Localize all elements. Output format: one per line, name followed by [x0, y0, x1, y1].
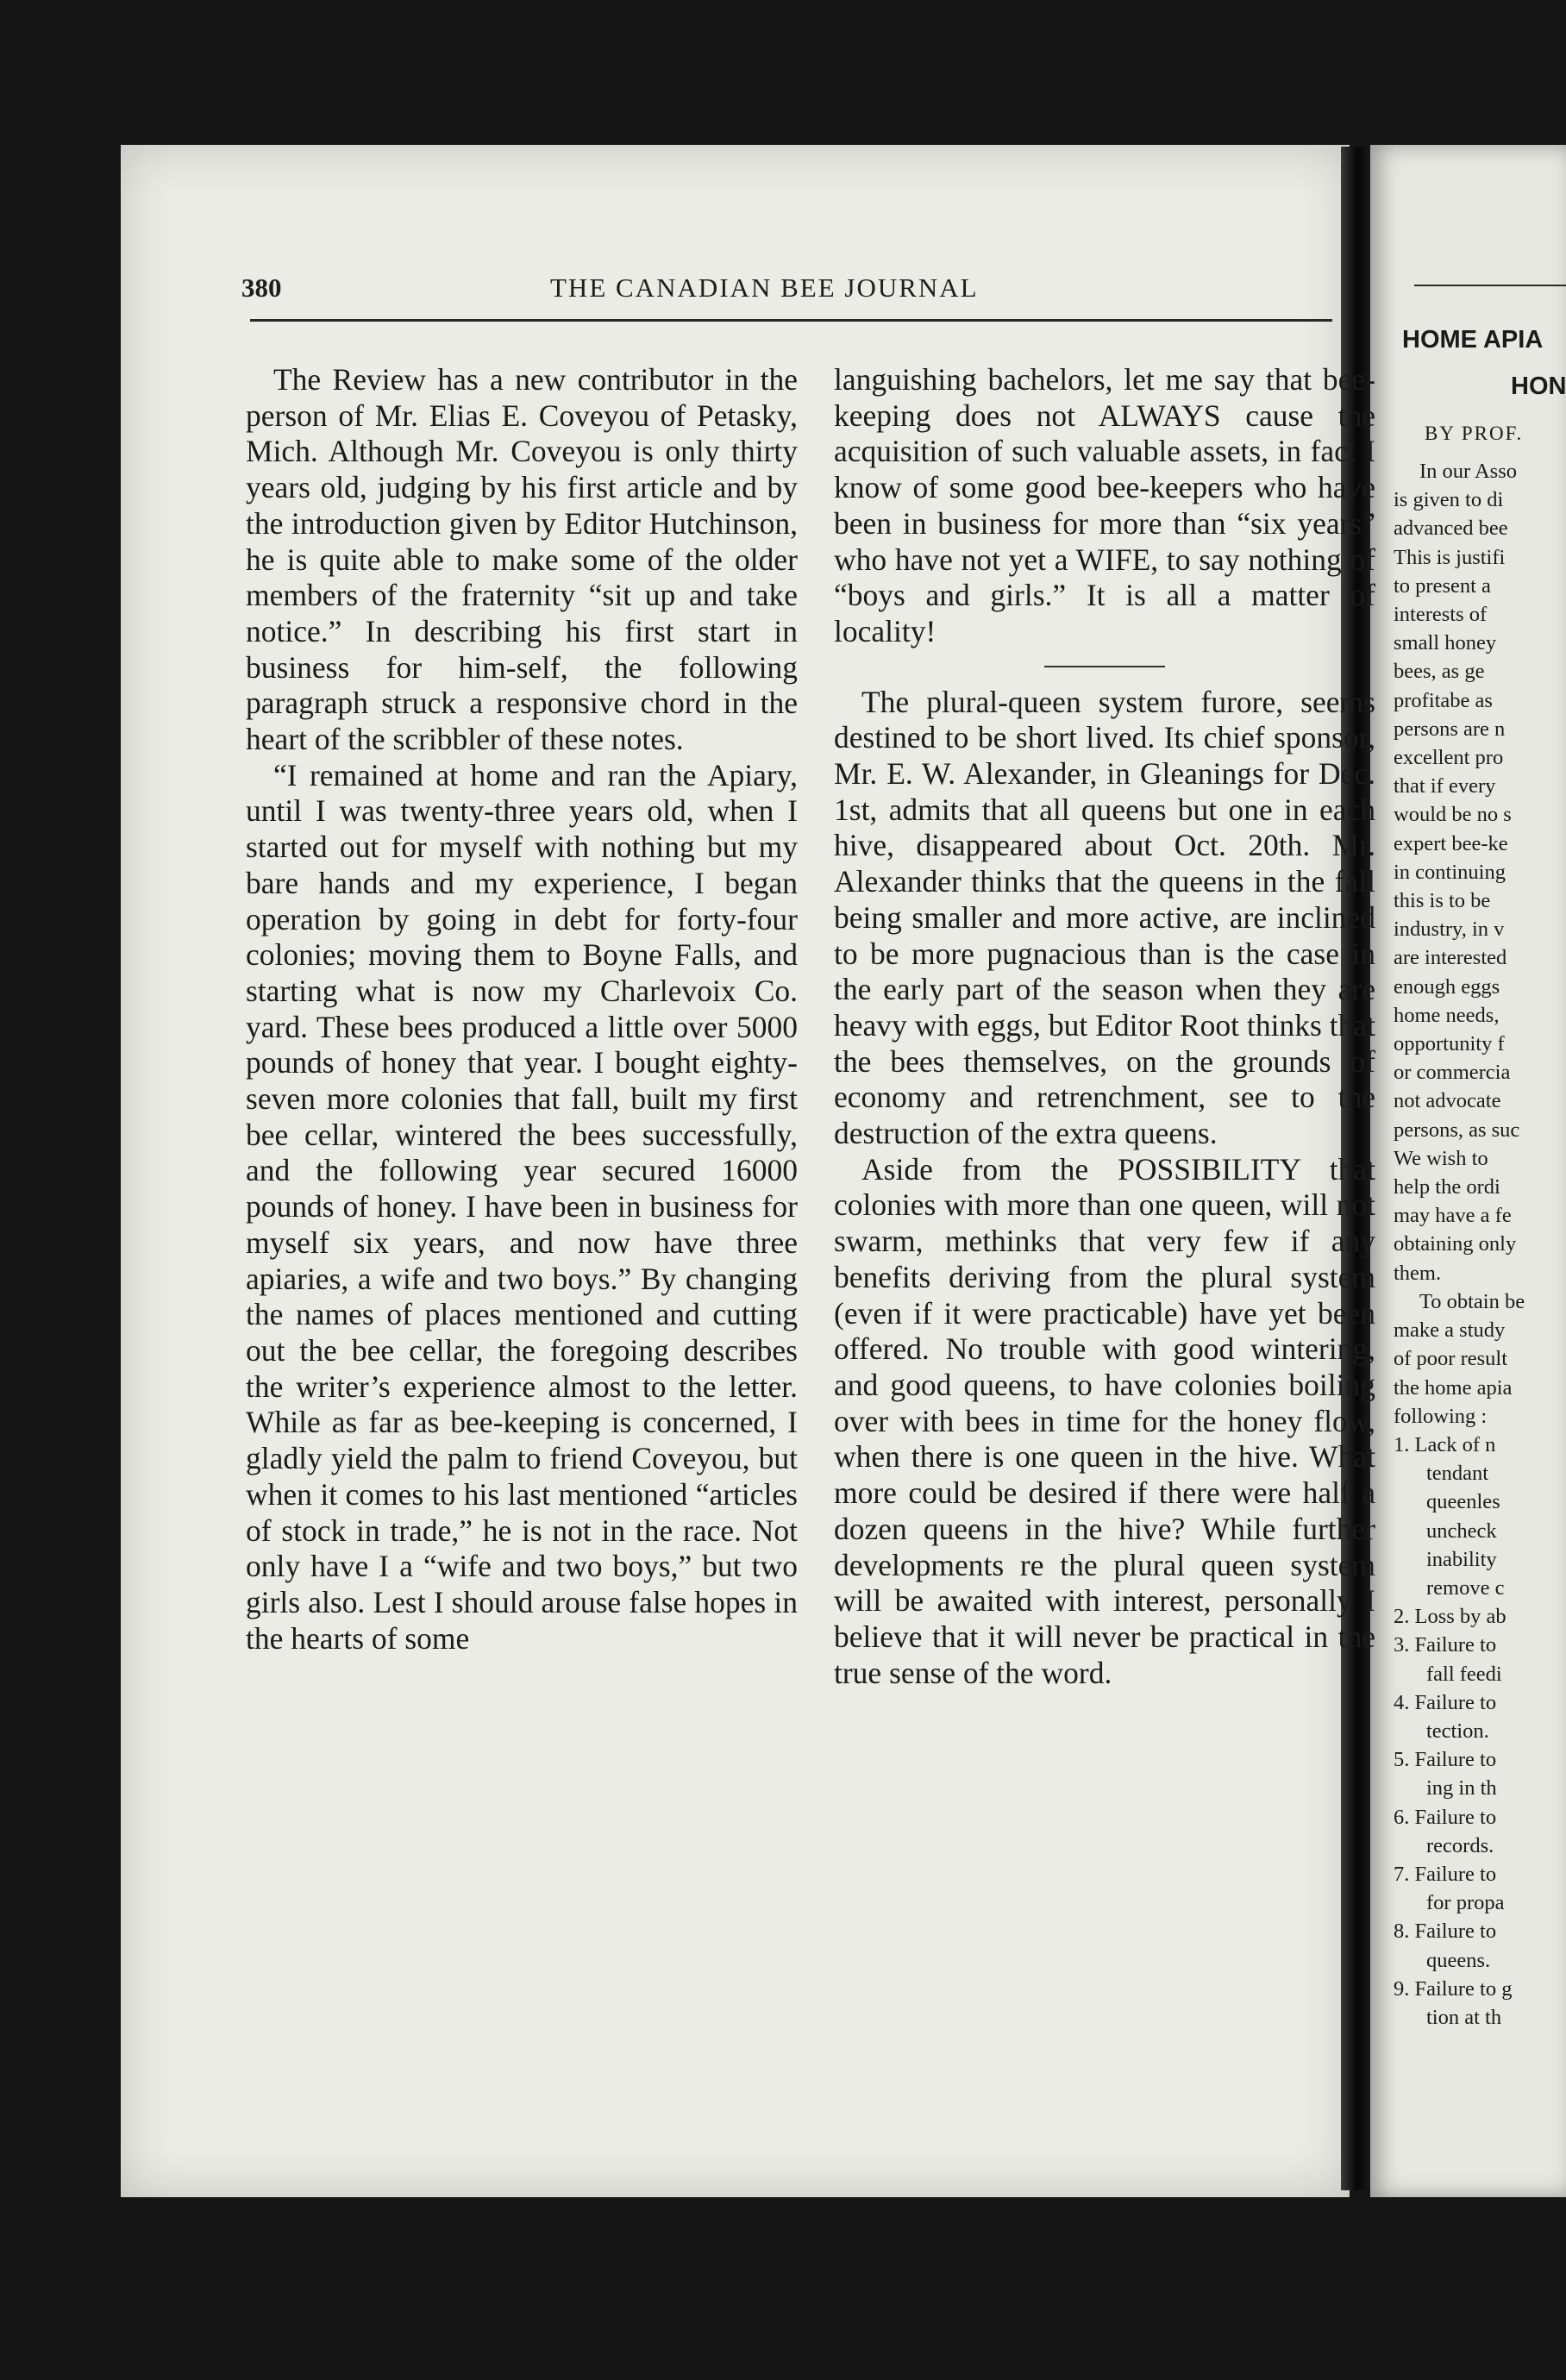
list-item-line: for propa: [1426, 1891, 1505, 1915]
list-item-line: [1394, 1745, 1525, 1774]
list-item-line: [1394, 1917, 1525, 1945]
fragment-line: make a study: [1394, 1318, 1506, 1343]
paragraph: The plural-queen system furore, seems destined to be short lived. Its chief sponsor, Mr. E. W. Alexander, in Gleanings for Dec. 1st, admits that all queens but one in each hive, disappeared about Oct. 20th. Mr. Alexander thinks that the queens in the fall being smaller and more active, are inclined to be more pugnacious than is the case in the early part of the season when they are heavy with eggs, but Editor Root thinks that the bees themselves, on the grounds of economy and retrenchment, see to the destruction of the extra queens.: [834, 684, 1375, 1151]
fragment-line: that if every: [1394, 774, 1496, 799]
page-number: 380: [241, 272, 282, 303]
list-text: Failure to: [1414, 1748, 1497, 1772]
next-page-subtitle: HON: [1511, 373, 1566, 400]
list-number: 5.: [1394, 1748, 1415, 1772]
fragment-line: expert bee-ke: [1394, 831, 1508, 855]
list-item-line: records.: [1426, 1833, 1494, 1857]
fragment-line: help the ordi: [1394, 1175, 1500, 1199]
fragment-line: home needs,: [1394, 1003, 1500, 1027]
next-page-header-rule: [1414, 285, 1566, 286]
list-text: Lack of n: [1414, 1432, 1496, 1456]
fragment-line: in continuing: [1394, 860, 1506, 884]
list-item-line: tion at th: [1426, 2005, 1502, 2029]
page-header: [233, 272, 1345, 307]
fragment-line: We wish to: [1394, 1146, 1488, 1170]
list-item-line: ing in th: [1426, 1776, 1497, 1801]
list-text: Failure to: [1414, 1633, 1497, 1657]
list-item-line: uncheck: [1426, 1519, 1497, 1543]
list-item-line: [1394, 1631, 1525, 1659]
list-number: 7.: [1394, 1862, 1415, 1886]
list-item-line: [1394, 1975, 1525, 2003]
list-number: 4.: [1394, 1690, 1415, 1714]
fragment-line: may have a fe: [1394, 1204, 1512, 1228]
list-item-line: [1394, 1602, 1525, 1631]
list-item-line: inability: [1426, 1547, 1497, 1571]
fragment-line: This is justifi: [1394, 545, 1506, 569]
journal-title: THE CANADIAN BEE JOURNAL: [550, 272, 979, 303]
right-column: [834, 362, 1375, 1691]
next-page-body: [1394, 457, 1525, 2032]
list-item-line: [1394, 1803, 1525, 1832]
list-item-line: queens.: [1426, 1948, 1491, 1972]
next-page-byline: BY PROF.: [1425, 423, 1524, 444]
list-item-line: remove c: [1426, 1575, 1505, 1600]
fragment-line: To obtain be: [1419, 1289, 1525, 1313]
fragment-line: the home apia: [1394, 1375, 1513, 1400]
fragment-line: excellent pro: [1394, 746, 1504, 770]
list-number: 1.: [1394, 1432, 1415, 1456]
next-page-title: HOME APIA: [1402, 326, 1544, 354]
fragment-line: small honey: [1394, 631, 1497, 655]
list-number: 2.: [1394, 1605, 1415, 1629]
list-item-line: [1394, 1688, 1525, 1717]
fragment-line: them.: [1394, 1261, 1442, 1285]
list-number: 3.: [1394, 1633, 1415, 1657]
list-text: Failure to g: [1414, 1976, 1513, 2001]
list-text: Failure to: [1414, 1690, 1497, 1714]
fragment-line: opportunity f: [1394, 1032, 1505, 1056]
list-text: Failure to: [1414, 1862, 1497, 1886]
list-item-line: [1394, 1431, 1525, 1459]
fragment-line: of poor result: [1394, 1347, 1507, 1371]
list-text: Loss by ab: [1414, 1605, 1506, 1629]
header-rule: [250, 319, 1332, 322]
list-item-line: queenles: [1426, 1490, 1500, 1514]
fragment-line: following :: [1394, 1404, 1488, 1428]
fragment-line: In our Asso: [1419, 460, 1517, 483]
list-text: Failure to: [1414, 1920, 1497, 1944]
fragment-line: not advocate: [1394, 1089, 1501, 1113]
paragraph: Aside from the POSSIBILITY that colonies with more than one queen, will not swarm, methinks that very few if any benefits deriving from the plural system (even if it were practicable) have yet been offered. No trouble with good wintering, and good queens, to have colonies boiling over with bees in time for the honey flow, when there is one queen in the hive. What more could be desired if there were half a dozen queens in the hive? While further developments re the plural queen system will be awaited with interest, personally I believe that it will never be practical in the true sense of the word.: [834, 1151, 1375, 1690]
fragment-line: profitabe as: [1394, 688, 1493, 712]
fragment-line: persons, as suc: [1394, 1118, 1520, 1142]
paragraph: “I remained at home and ran the Apiary, until I was twenty-three years old, when I started out for myself with nothing but my bare hands and my experience, I began operation by going in debt for forty-four colonies; moving them to Boyne Falls, and starting what is now my Charlevoix Co. yard. These bees produced a little over 5000 pounds of honey that year. I bought eighty-seven more colonies that fall, built my first bee cellar, wintered the bees successfully, and the following year secured 16000 pounds of honey. I have been in business for myself six years, and now have three apiaries, a wife and two boys.” By changing the names of places mentioned and cutting out the bee cellar, the foregoing describes the writer’s experience almost to the letter. While as far as bee-keeping is concerned, I gladly yield the palm to friend Coveyou, but when it comes to his last mentioned “articles of stock in trade,” he is not in the race. Not only have I a “wife and two boys,” but two girls also. Lest I should arouse false hopes in the hearts of some: [246, 757, 798, 1656]
fragment-line: are interested: [1394, 946, 1507, 970]
fragment-line: obtaining only: [1394, 1232, 1517, 1256]
list-number: 8.: [1394, 1920, 1415, 1944]
list-number: 6.: [1394, 1805, 1415, 1829]
paragraph: The Review has a new contributor in the person of Mr. Elias E. Coveyou of Petasky, Mich. Although Mr. Coveyou is only thirty years old, judging by his first article and by the introduction given by Editor Hutchinson, he is quite able to make some of the older members of the fraternity “sit up and take notice.” In describing his first start in business for him-self, the following paragraph struck a responsive chord in the heart of the scribbler of these notes.: [246, 362, 798, 757]
list-item-line: tection.: [1426, 1719, 1489, 1743]
fragment-line: would be no s: [1394, 803, 1512, 827]
list-number: 9.: [1394, 1976, 1415, 2001]
fragment-line: persons are n: [1394, 717, 1506, 741]
fragment-line: bees, as ge: [1394, 660, 1485, 684]
fragment-line: this is to be: [1394, 889, 1491, 913]
list-text: Failure to: [1414, 1805, 1497, 1829]
list-item-line: [1394, 1860, 1525, 1888]
left-column: [246, 362, 798, 1657]
fragment-line: to present a: [1394, 573, 1491, 598]
fragment-line: industry, in v: [1394, 918, 1505, 942]
section-divider: [1044, 666, 1165, 667]
paragraph: languishing bachelors, let me say that bee-keeping does not ALWAYS cause the acquisition of such valuable assets, in fact I know of some good bee-keepers who have been in business for more than “six years” who have not yet a WIFE, to say nothing of “boys and girls.” It is all a matter of locality!: [834, 362, 1375, 648]
fragment-line: or commercia: [1394, 1061, 1511, 1085]
fragment-line: advanced bee: [1394, 517, 1508, 541]
fragment-line: enough eggs: [1394, 974, 1500, 999]
list-item-line: tendant: [1426, 1462, 1489, 1486]
fragment-line: interests of: [1394, 603, 1488, 627]
fragment-line: is given to di: [1394, 488, 1504, 512]
list-item-line: fall feedi: [1426, 1662, 1502, 1686]
